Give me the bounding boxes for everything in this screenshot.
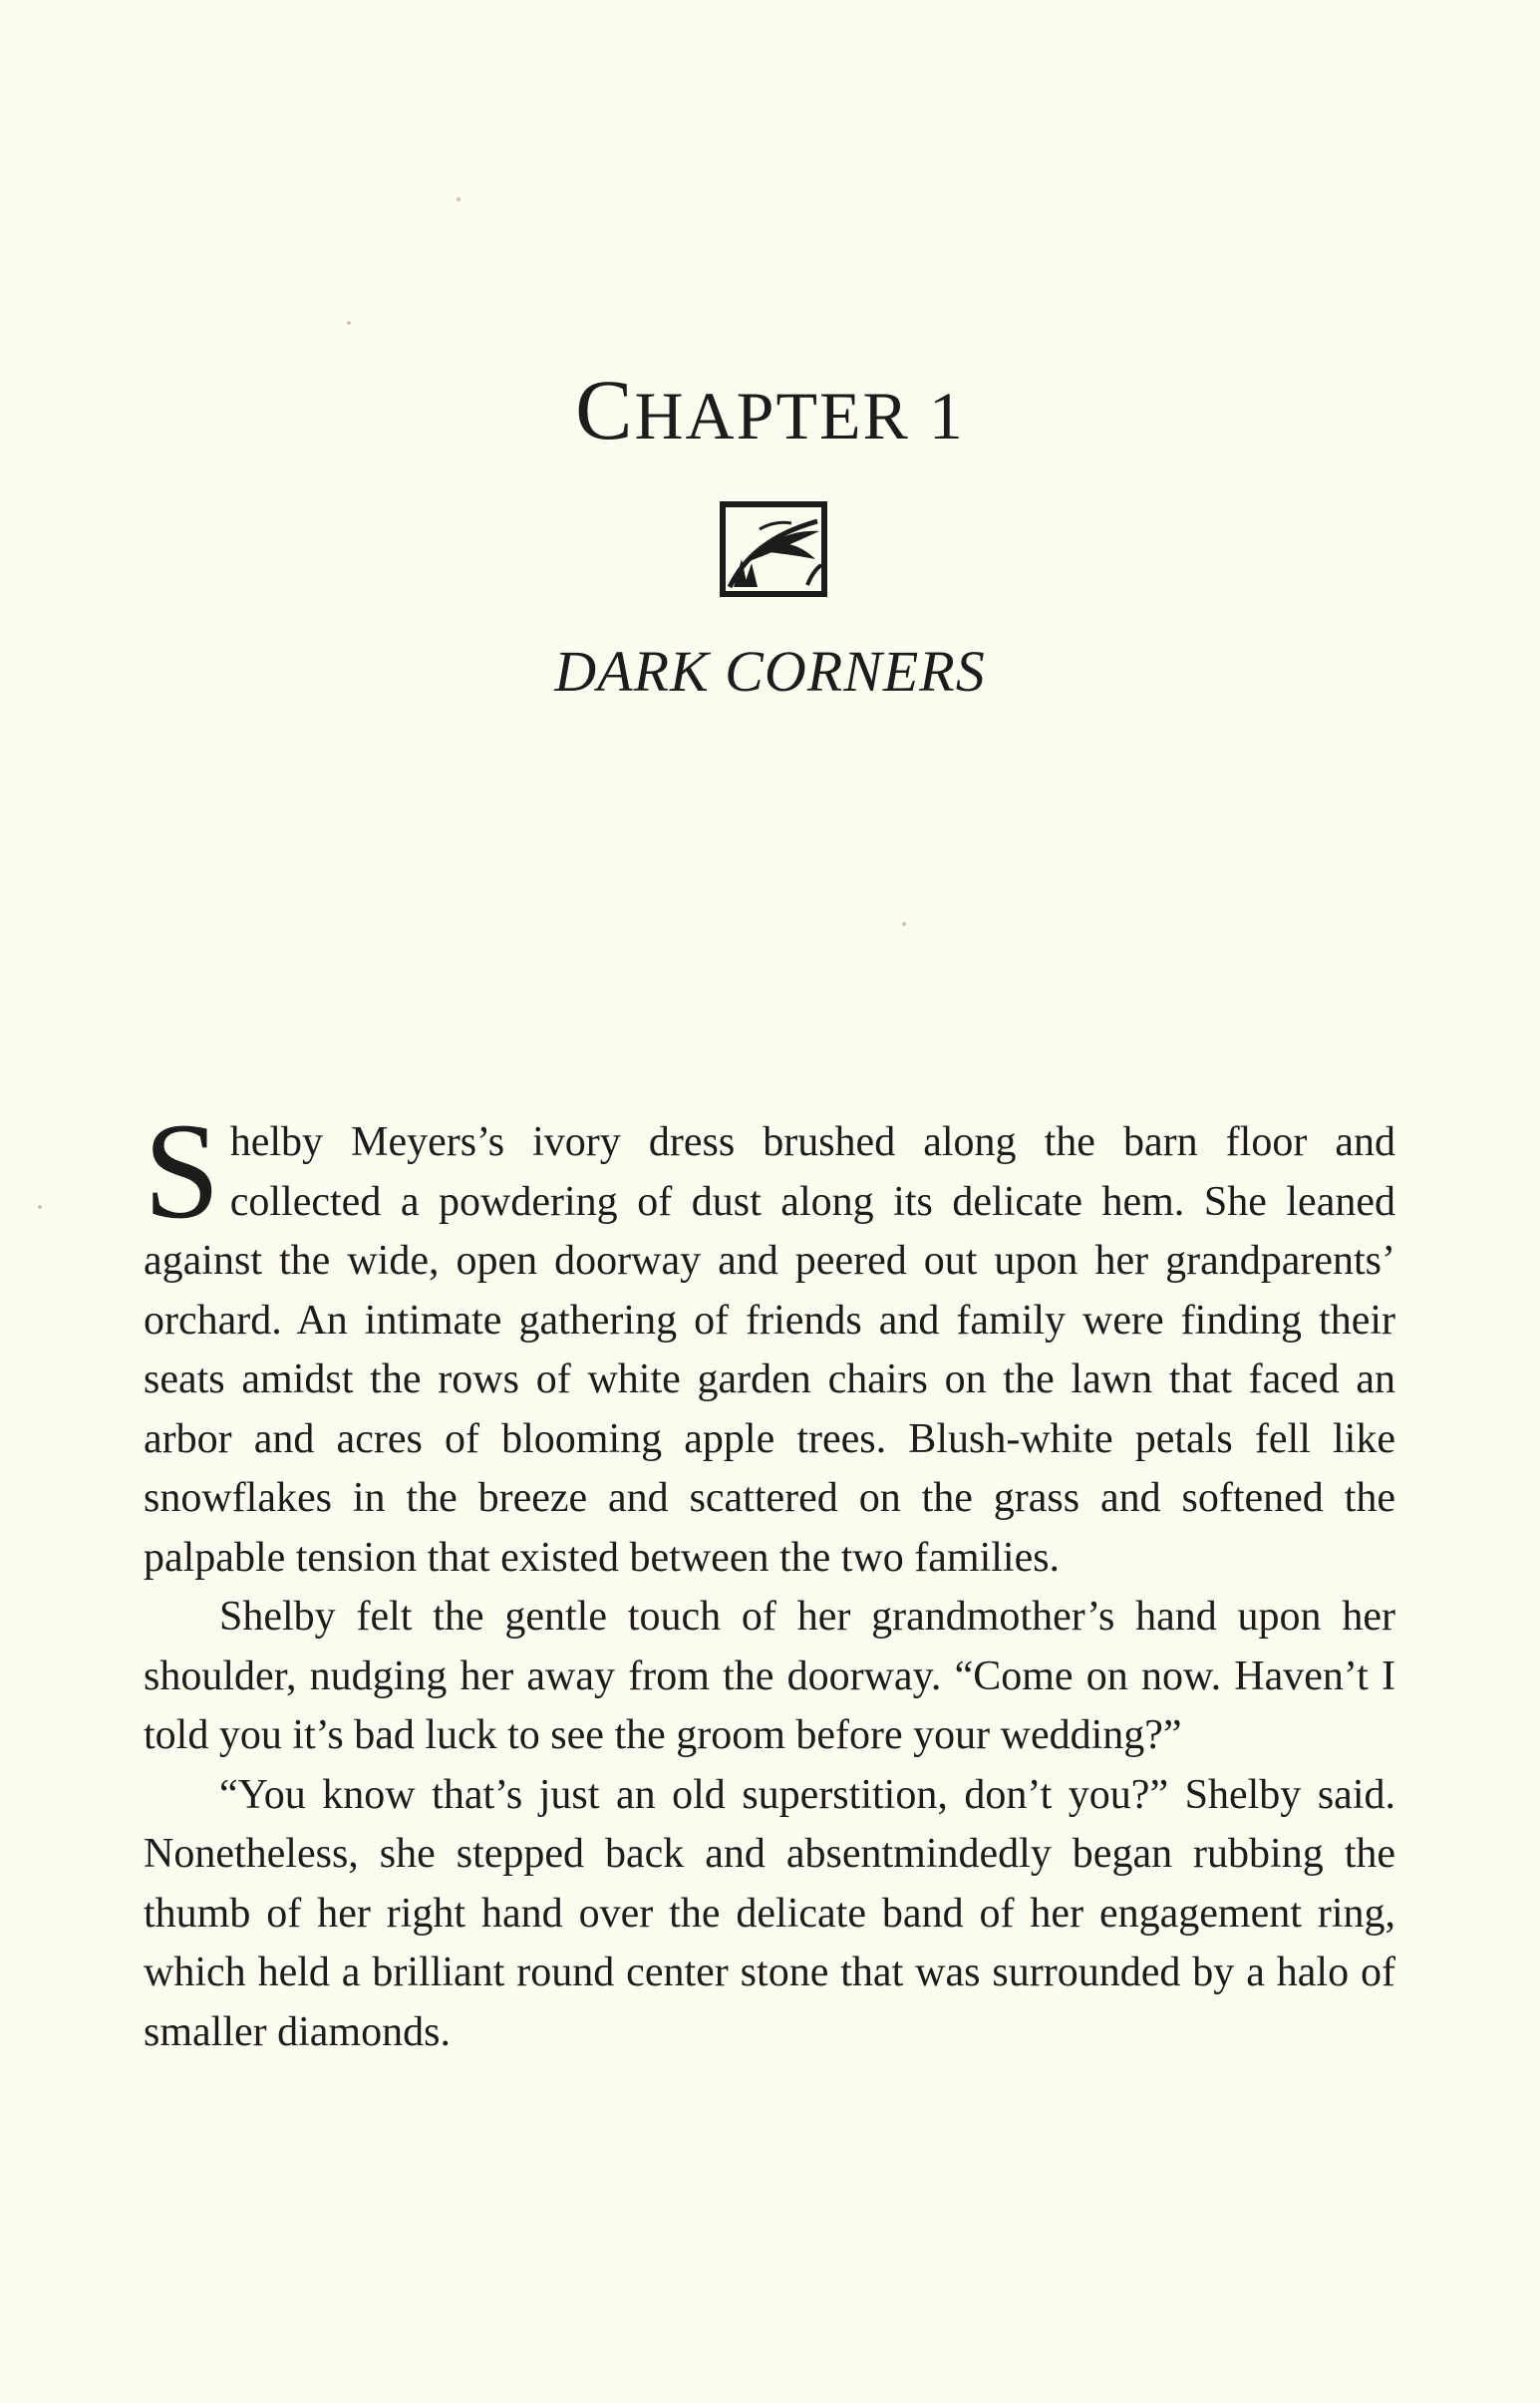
- paragraph-3: “You know that’s just an old superstition, don’t you?” Shelby said. Nonetheless, she stepped back and absentmindedly began rubbing the thumb of her right hand over the delicate band of her engagement ring, which held a brilliant round center stone that was surrounded by a halo of smaller diamonds.: [144, 1771, 1395, 2055]
- plant-ornament-svg: [720, 501, 827, 597]
- chapter-heading: [0, 362, 1540, 457]
- paragraph-1-text: helby Meyers’s ivory dress brushed along the barn floor and collected a powdering of dust along its delicate hem. She leaned against the wide, open doorway and peered out upon her grandparents’ orchard. An intimate gathering of friends and family were finding their seats amidst the rows of white garden chairs on the lawn that faced an arbor and acres of blooming apple trees. Blush-white petals fell like snowflakes in the breeze and scattered on the grass and softened the palpable tension that existed between the two families.: [144, 1119, 1395, 1581]
- paragraph-2: Shelby felt the gentle touch of her grandmother’s hand upon her shoulder, nudging her away from the doorway. “Come on now. Haven’t I told you it’s bad luck to see the groom before your wedding?”: [144, 1594, 1395, 1758]
- chapter-heading-rest: HAPTER 1: [634, 378, 965, 453]
- paper-speck: [347, 321, 351, 325]
- paper-speck: [457, 197, 461, 201]
- drop-cap: S: [144, 1094, 220, 1247]
- chapter-body: [144, 1094, 1395, 2062]
- chapter-heading-initial: C: [575, 362, 635, 457]
- plant-ornament-icon: [720, 501, 827, 597]
- chapter-title: DARK CORNERS: [554, 639, 986, 704]
- paragraph-1: [144, 1094, 1395, 1588]
- paper-speck: [902, 922, 906, 926]
- paper-speck: [38, 1205, 42, 1209]
